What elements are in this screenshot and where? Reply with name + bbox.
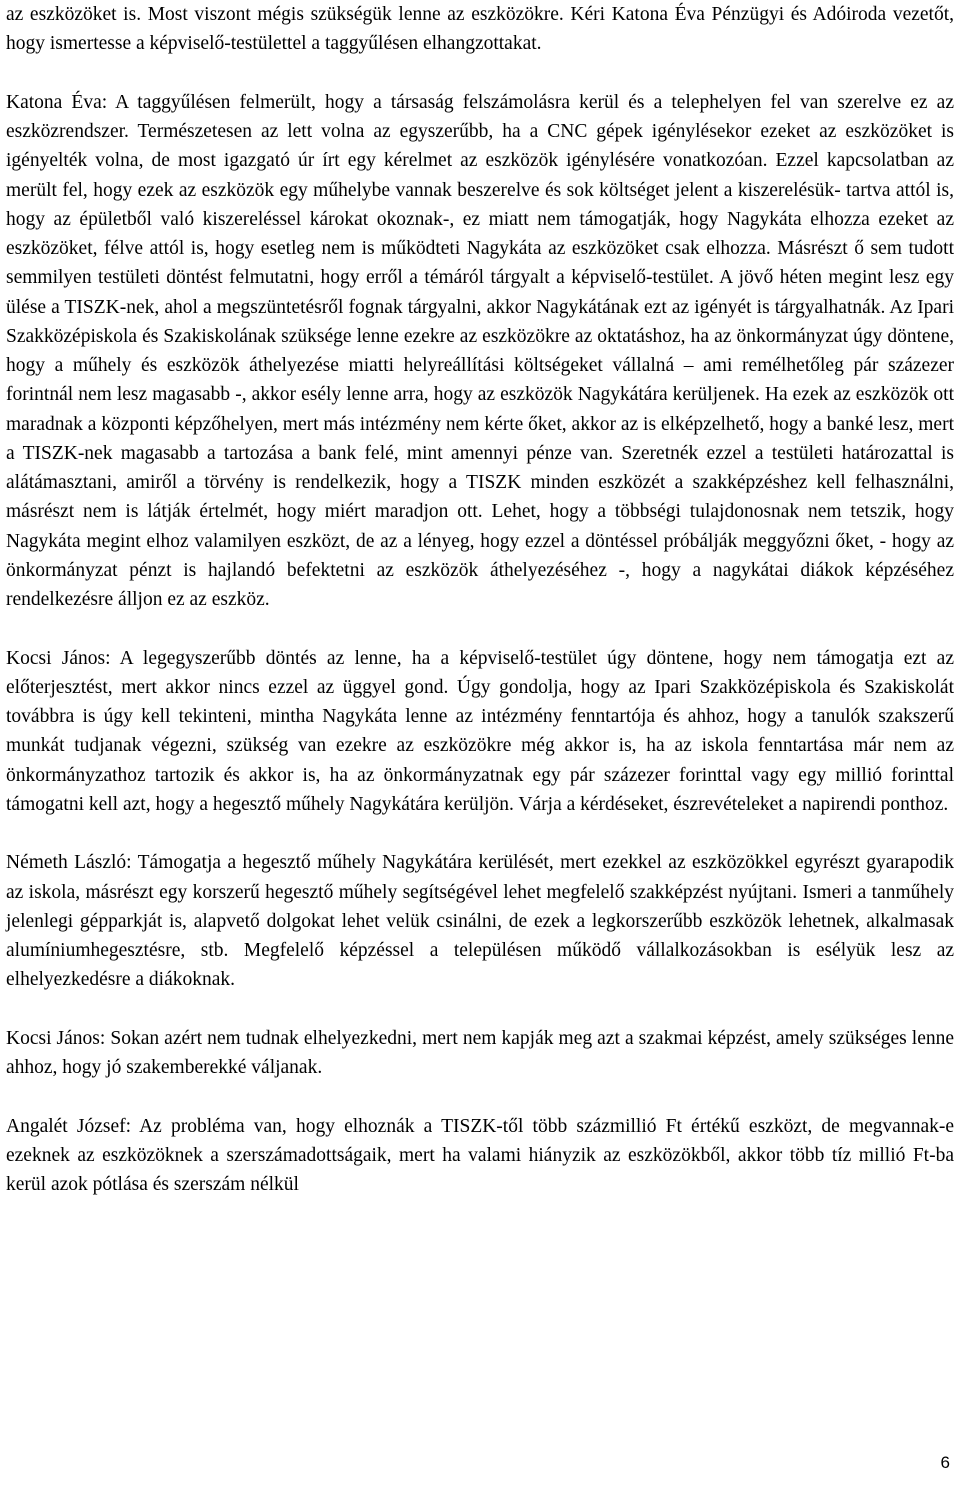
paragraph-angalet-jozsef: Angalét József: Az probléma van, hogy elhoznák a TISZK-től több százmillió Ft értékű eszközt, de megvannak-e ezeknek az eszközöknek a szerszámadottságaik, mert ha valami hiányzik az eszközökből, akkor több tíz millió Ft-ba kerül azok pótlása és szerszám nélkül [6, 1115, 954, 1195]
page-number: 6 [940, 1453, 950, 1472]
paragraph-kocsi-janos-1: Kocsi János: A legegyszerűbb döntés az lenne, ha a képviselő-testület úgy döntene, hogy nem támogatja ezt az előterjesztést, mert akkor nincs ezzel az üggyel gond. Úgy gondolja, hogy az Ipari Szakközépiskola és Szakiskolát továbbra is úgy kell tekinteni, mintha Nagykáta lenne az intézmény fenntartója és ahhoz, hogy a tanulók szakszerű munkát tudjanak végezni, szükség van ezekre az eszközökre még akkor is, ha az iskola fenntartása már nem az önkormányzathoz tartozik és akkor is, ha az önkormányzatnak egy pár százezer forinttal vagy egy millió forinttal támogatni kell azt, hogy a hegesztő műhely Nagykátára kerüljön. Várja a kérdéseket, észrevételeket a napirendi ponthoz. [6, 647, 954, 815]
paragraph-intro: az eszközöket is. Most viszont mégis szükségük lenne az eszközökre. Kéri Katona Éva Pénzügyi és Adóiroda vezetőt, hogy ismertesse a képviselő-testülettel a taggyűlésen elhangzottakat. [6, 4, 954, 55]
paragraph-katona-eva: Katona Éva: A taggyűlésen felmerült, hogy a társaság felszámolásra kerül és a telephelyen fel van szerelve ez az eszközrendszer. Természetesen az lett volna az egyszerűbb, ha a CNC gépek igénylésekor ezeket az eszközöket is igényelték volna, de most igazgató úr írt egy kérelmet az eszközök igénylésére vonatkozóan. Ezzel kapcsolatban az merült fel, hogy ezek az eszközök egy műhelybe vannak beszerelve és sok költséget jelent a kiszerelésük- tartva attól is, hogy az épületből való kiszereléssel károkat okoznak-, ez miatt nem támogatják, hogy Nagykáta elhozza ezeket az eszközöket, félve attól is, hogy esetleg nem is működteti Nagykáta az eszközöket csak elhozza. Másrészt ő sem tudott semmilyen testületi döntést felmutatni, hogy erről a témáról tárgyalt a képviselő-testület. A jövő héten megint lesz egy ülése a TISZK-nek, ahol a megszüntetésről fognak tárgyalni, akkor Nagykátának ezt az igényét is tárgyalhatnák. Az Ipari Szakközépiskola és Szakiskolának szüksége lenne ezekre az eszközökre az oktatáshoz, ha az önkormányzat úgy döntene, hogy a műhely és eszközök áthelyezése miatti helyreállítási költségeket vállalná – ami remélhetőleg pár százezer forintnál nem lesz magasabb -, akkor esély lenne arra, hogy az eszközök Nagykátára kerüljenek. Ha ezek az eszközök ott maradnak a központi képzőhelyen, mert más intézmény nem kérte őket, akkor az is elképzelhető, hogy a banké lesz, mert a TISZK-nek magasabb a tartozása a bank felé, mint amennyi pénze van. Szeretnék ezzel a testületi határozattal is alátámasztani, amiről a törvény is rendelkezik, hogy a TISZK minden eszközét a szakképzéshez kell felhasználni, másrészt nem is látják értelmét, hogy miért maradjon ott. Lehet, hogy a többségi tulajdonosnak nem tetszik, hogy Nagykáta megint elhoz valamilyen eszközt, de az a lényeg, hogy ezzel a döntéssel próbálják meggyőzni őket, - hogy az önkormányzat pénzt is hajlandó befektetni az eszközök áthelyezéséhez -, hogy a nagykátai diákok képzéséhez rendelkezésre álljon ez az eszköz. [6, 91, 954, 610]
paragraph-nemeth-laszlo: Németh László: Támogatja a hegesztő műhely Nagykátára kerülését, mert ezekkel az eszközökkel egyrészt gyarapodik az iskola, másrészt egy korszerű hegesztő műhely segítségével lehet megfelelő szakképzést nyújtani. Ismeri a tanműhely jelenlegi gépparkját is, alapvető dolgokat lehet velük csinálni, de ezek a legkorszerűbb eszközök lehetnek, alkalmasak alumíniumhegesztésre, stb. Megfelelő képzéssel a településen működő vállalkozásokban is esélyük lesz az elhelyezkedésre a diákoknak. [6, 852, 954, 991]
paragraph-kocsi-janos-2: Kocsi János: Sokan azért nem tudnak elhelyezkedni, mert nem kapják meg azt a szakmai képzést, amely szükséges lenne ahhoz, hogy jó szakemberekké váljanak. [6, 1027, 954, 1078]
document-body [6, 0, 954, 1229]
